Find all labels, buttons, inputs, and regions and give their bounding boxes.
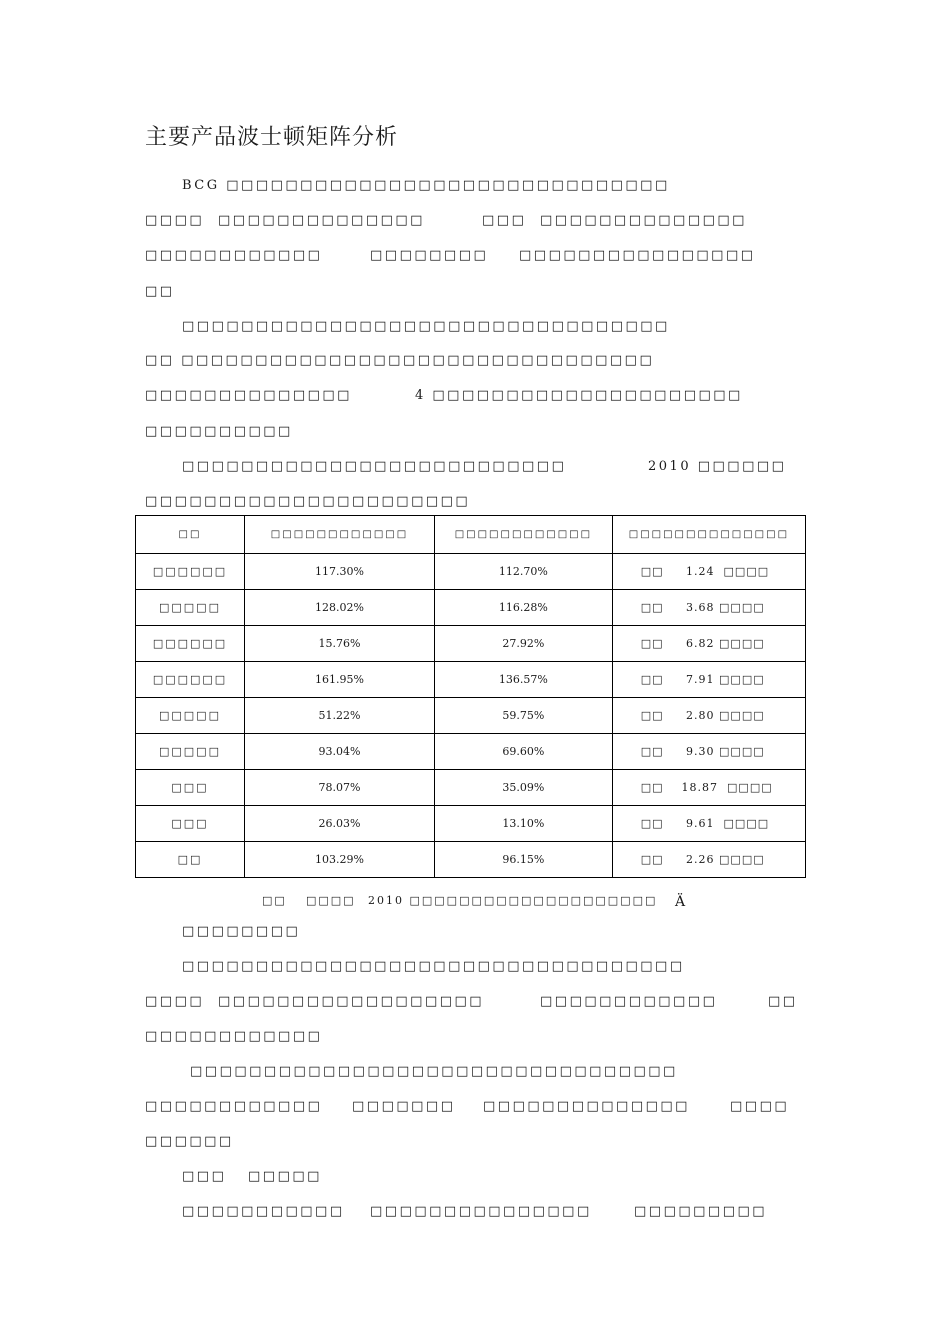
table-caption: □□□□ [306, 894, 356, 907]
paragraph-line: □□□ [482, 213, 527, 228]
growth-cell: 103.29% [244, 842, 434, 878]
paragraph-line: □□□□□□□□□□□□ [145, 1099, 323, 1114]
column-header: □□□□□□□□□□□□□□ [612, 516, 805, 554]
growth-cell: 78.07% [244, 770, 434, 806]
product-name-cell: □□□□□□ [136, 626, 245, 662]
paragraph-line: □□□□ [145, 994, 205, 1009]
page-title: 主要产品波士顿矩阵分析 [145, 125, 399, 150]
paragraph-line: □□□□□□□□□□□□□□ [483, 1099, 690, 1114]
growth-cell: 69.60% [435, 734, 613, 770]
paragraph-line: □□□□□□□□□□□□□□□□□□□□□□ [145, 494, 471, 509]
paragraph-line: □□□□□□□□□□□□ [145, 248, 323, 263]
paragraph-line: □□□□□□□□□□□□□□□□ [519, 248, 756, 263]
paragraph-line: □□□□□□□□□□□□□□□□□□□□□□□□□□□□□□□□□ [182, 319, 670, 334]
paragraph-line: □□□□□□□□□□□□□□ [218, 213, 425, 228]
paragraph-line: □□□□ [145, 213, 205, 228]
paragraph-line: □□ [768, 994, 798, 1009]
product-name-cell: □□ [136, 842, 245, 878]
product-data-table [135, 515, 806, 878]
growth-cell: 27.92% [435, 626, 613, 662]
share-cell: □□ 6.82 □□□□ [612, 626, 805, 662]
share-cell: □□ 7.91 □□□□ [612, 662, 805, 698]
product-name-cell: □□□□□ [136, 698, 245, 734]
table-row [136, 662, 806, 698]
product-name-cell: □□□ [136, 806, 245, 842]
table-caption: □□ [262, 894, 287, 907]
share-cell: □□ 18.87 □□□□ [612, 770, 805, 806]
growth-cell: 35.09% [435, 770, 613, 806]
paragraph-line: □□□□□□□□ [182, 924, 301, 939]
paragraph-line: □□□□□□□□□□ [145, 424, 293, 439]
paragraph-line: □□□□□□□□□□□ [182, 1204, 345, 1219]
growth-cell: 161.95% [244, 662, 434, 698]
paragraph-line: □□□□□□□□□□□□□□□□□□□□□□□□□□ [182, 459, 567, 474]
product-name-cell: □□□□□□ [136, 662, 245, 698]
paragraph-line: □□□□□ [248, 1169, 322, 1184]
product-name-cell: □□□□□ [136, 734, 245, 770]
growth-cell: 96.15% [435, 842, 613, 878]
column-header: □□ [136, 516, 245, 554]
table-caption: 2010 □□□□□□□□□□□□□□□□□□□□ [368, 894, 658, 907]
paragraph-line: □□□□□□□□□□□□□□□□□□□□□□□□□□□□□□□□□ [190, 1064, 678, 1079]
paragraph-line: □□□□□□□□□□□□□□□□□□ [218, 994, 485, 1009]
product-name-cell: □□□□□ [136, 590, 245, 626]
growth-cell: 117.30% [244, 554, 434, 590]
table-row [136, 806, 806, 842]
paragraph-line: 4 □□□□□□□□□□□□□□□□□□□□□ [415, 388, 743, 403]
growth-cell: 15.76% [244, 626, 434, 662]
growth-cell: 116.28% [435, 590, 613, 626]
growth-cell: 112.70% [435, 554, 613, 590]
growth-cell: 13.10% [435, 806, 613, 842]
paragraph-line: □□□□ [730, 1099, 790, 1114]
table-header-row [136, 516, 806, 554]
table-row [136, 698, 806, 734]
table-row [136, 626, 806, 662]
paragraph-line: □□□□□□□□□□□□□□□ [370, 1204, 592, 1219]
share-cell: □□ 9.61 □□□□ [612, 806, 805, 842]
product-name-cell: □□□ [136, 770, 245, 806]
table-caption: Ä [675, 894, 688, 910]
column-header: □□□□□□□□□□□□ [244, 516, 434, 554]
product-name-cell: □□□□□□ [136, 554, 245, 590]
paragraph-line: □□□□□□□□□□□□ [145, 1029, 323, 1044]
paragraph-line: □□□□□□□□□□□□□□ [540, 213, 747, 228]
table-row [136, 554, 806, 590]
paragraph-line: □□ [145, 284, 175, 299]
growth-cell: 59.75% [435, 698, 613, 734]
paragraph-line: □□□□□□□□□ [634, 1204, 768, 1219]
growth-cell: 128.02% [244, 590, 434, 626]
table-row [136, 770, 806, 806]
growth-cell: 26.03% [244, 806, 434, 842]
column-header: □□□□□□□□□□□□ [435, 516, 613, 554]
share-cell: □□ 2.26 □□□□ [612, 842, 805, 878]
paragraph-line: BCG □□□□□□□□□□□□□□□□□□□□□□□□□□□□□□ [182, 178, 670, 193]
table-row [136, 734, 806, 770]
paragraph-line: □□□□□□□□□□□□□□ [145, 388, 352, 403]
paragraph-line: □□□□□□□□ [370, 248, 489, 263]
paragraph-line: □□□□□□ [145, 1134, 234, 1149]
table-row [136, 842, 806, 878]
paragraph-line: □□ □□□□□□□□□□□□□□□□□□□□□□□□□□□□□□□□ [145, 353, 655, 368]
paragraph-line: 2010 □□□□□□ [648, 459, 787, 474]
paragraph-line: □□□□□□□□□□□□ [540, 994, 718, 1009]
share-cell: □□ 1.24 □□□□ [612, 554, 805, 590]
paragraph-line: □□□□□□□□□□□□□□□□□□□□□□□□□□□□□□□□□□ [182, 959, 685, 974]
share-cell: □□ 3.68 □□□□ [612, 590, 805, 626]
growth-cell: 136.57% [435, 662, 613, 698]
table-row [136, 590, 806, 626]
share-cell: □□ 9.30 □□□□ [612, 734, 805, 770]
growth-cell: 51.22% [244, 698, 434, 734]
growth-cell: 93.04% [244, 734, 434, 770]
paragraph-line: □□□ [182, 1169, 227, 1184]
share-cell: □□ 2.80 □□□□ [612, 698, 805, 734]
paragraph-line: □□□□□□□ [352, 1099, 456, 1114]
